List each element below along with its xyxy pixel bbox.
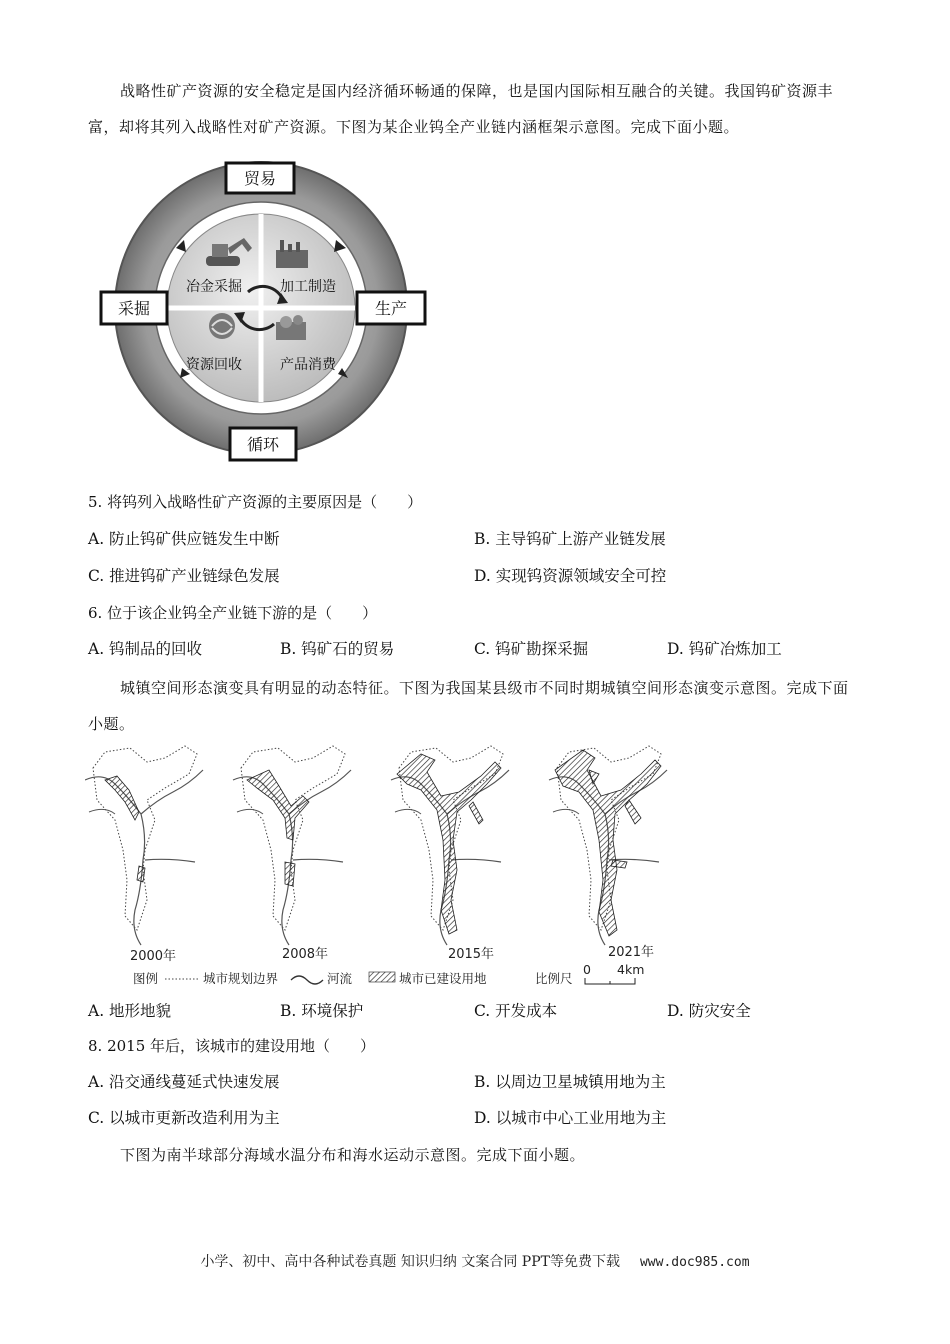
quadrant-label-consumption: 产品消费 <box>280 357 336 373</box>
svg-text:4km: 4km <box>617 962 645 977</box>
q5-option-d: D. 实现钨资源领域安全可控 <box>474 567 667 585</box>
q8-option-a: A. 沿交通线蔓延式快速发展 <box>88 1073 280 1091</box>
intro-paragraph-3: 下图为南半球部分海域水温分布和海水运动示意图。完成下面小题。 <box>120 1146 586 1164</box>
question-8-stem: 8. 2015 年后，该城市的建设用地（ ） <box>88 1037 376 1055</box>
footer-url[interactable]: www.doc985.com <box>639 1255 750 1270</box>
quadrant-label-recycling: 资源回收 <box>186 357 242 373</box>
outer-label-cycle <box>230 428 296 460</box>
q6-option-c: C. 钨矿勘探采掘 <box>474 640 589 658</box>
year-label-2008: 2008年 <box>281 947 329 962</box>
intro-paragraph-2: 城镇空间形态演变具有明显的动态特征。下图为我国某县级市不同时期城镇空间形态演变示意图。完成下面小题。 <box>88 679 849 733</box>
q7-option-c: C. 开发成本 <box>474 1002 558 1020</box>
urban-evolution-maps <box>85 740 705 990</box>
outer-label-trade <box>226 163 294 193</box>
footer-text: 小学、初中、高中各种试卷真题 知识归纳 文案合同 PPT等免费下载 <box>200 1254 620 1270</box>
q6-option-d: D. 钨矿冶炼加工 <box>667 640 782 658</box>
map-2015 <box>391 746 509 945</box>
q5-option-b: B. 主导钨矿上游产业链发展 <box>474 530 666 548</box>
q8-option-d: D. 以城市中心工业用地为主 <box>474 1109 667 1127</box>
outer-label-extraction <box>101 292 167 324</box>
svg-text:生产: 生产 <box>374 299 408 318</box>
svg-text:图例: 图例 <box>133 971 159 986</box>
q6-option-b: B. 钨矿石的贸易 <box>280 640 395 658</box>
map-2008 <box>233 746 351 945</box>
page-footer <box>0 1251 950 1271</box>
svg-text:城市已建设用地: 城市已建设用地 <box>399 971 487 986</box>
svg-text:城市规划边界: 城市规划边界 <box>203 971 279 986</box>
svg-text:采掘: 采掘 <box>117 299 151 318</box>
svg-text:0: 0 <box>583 962 591 977</box>
year-label-2021: 2021年 <box>607 945 655 960</box>
svg-text:循环: 循环 <box>246 435 280 454</box>
industry-chain-diagram <box>98 160 428 470</box>
scale-label: 比例尺 <box>535 971 573 986</box>
q7-option-a: A. 地形地貌 <box>88 1002 172 1020</box>
year-label-2015: 2015年 <box>447 947 495 962</box>
q5-option-c: C. 推进钨矿产业链绿色发展 <box>88 567 280 585</box>
map-2000 <box>85 746 203 945</box>
intro-paragraph-1: 战略性矿产资源的安全稳定是国内经济循环畅通的保障，也是国内国际相互融合的关键。我国钨矿资源丰富，却将其列入战略性对矿产资源。下图为某企业钨全产业链内涵框架示意图。完成下面小题。 <box>88 82 834 136</box>
q5-option-a: A. 防止钨矿供应链发生中断 <box>88 530 280 548</box>
year-label-2000: 2000年 <box>129 949 177 964</box>
outer-label-production <box>357 292 425 324</box>
q7-option-b: B. 环境保护 <box>280 1002 364 1020</box>
quadrant-label-mining: 冶金采掘 <box>186 279 242 295</box>
svg-text:河流: 河流 <box>327 971 353 986</box>
map-2021 <box>549 746 667 945</box>
q6-option-a: A. 钨制品的回收 <box>88 640 203 658</box>
quadrant-label-processing: 加工制造 <box>280 279 336 295</box>
question-5-stem: 5. 将钨列入战略性矿产资源的主要原因是（ ） <box>88 493 423 511</box>
q8-option-c: C. 以城市更新改造利用为主 <box>88 1109 280 1127</box>
map-legend <box>133 962 644 986</box>
q7-option-d: D. 防灾安全 <box>667 1002 751 1020</box>
svg-text:贸易: 贸易 <box>243 169 277 188</box>
recycle-globe-icon <box>209 313 235 339</box>
question-6-stem: 6. 位于该企业钨全产业链下游的是（ ） <box>88 604 378 622</box>
q8-option-b: B. 以周边卫星城镇用地为主 <box>474 1073 666 1091</box>
